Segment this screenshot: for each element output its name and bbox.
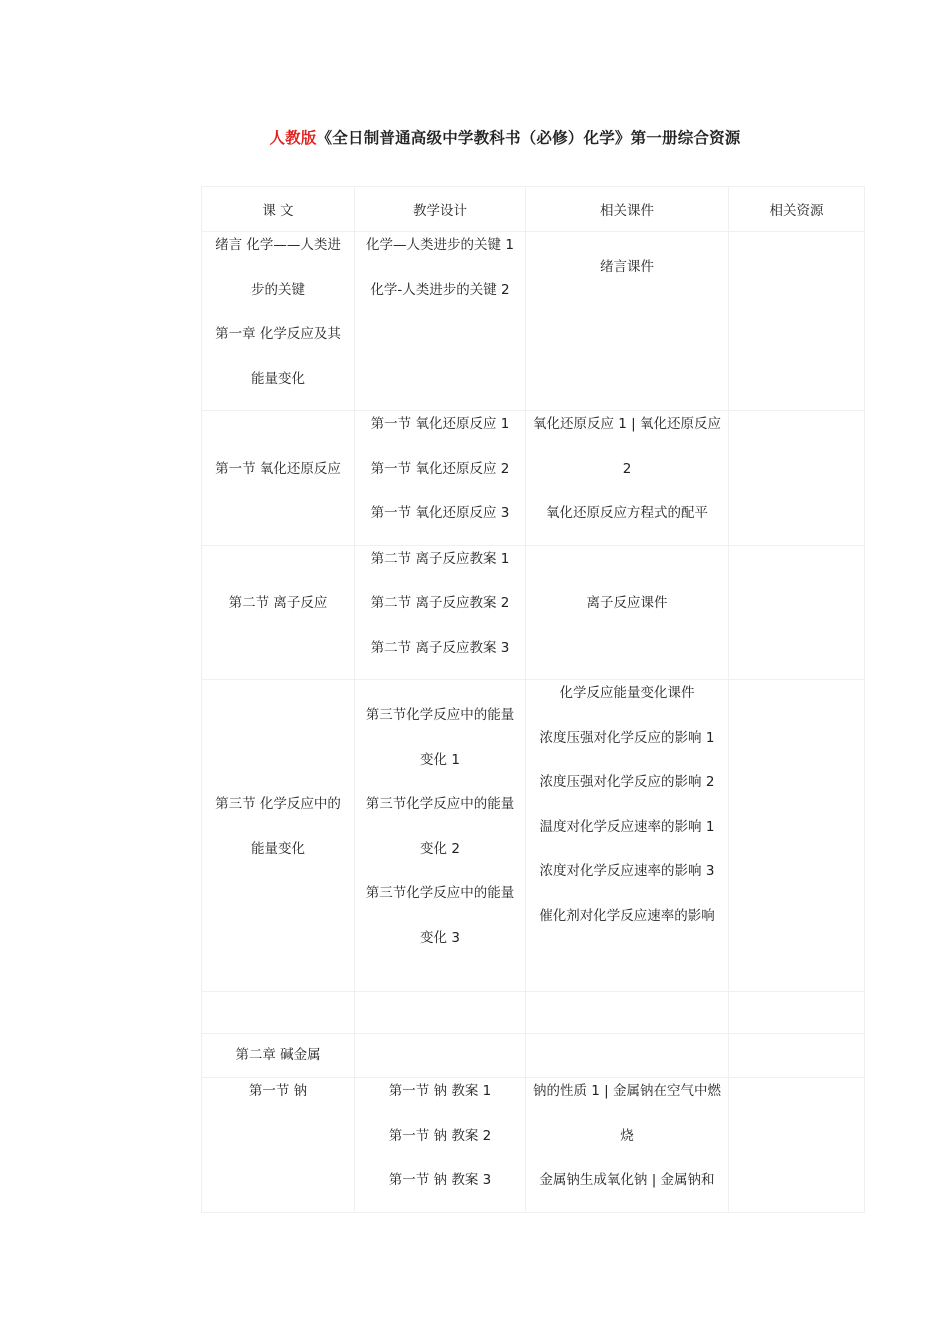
design-link[interactable]: 第二节 离子反应教案 1 [370, 550, 510, 567]
text-line: 第一节 钠 [248, 1083, 308, 1099]
text-line: 步的关键 [251, 281, 305, 298]
table-row [202, 545, 865, 680]
design-link[interactable]: 变化 2 [420, 840, 460, 857]
header-courseware: 相关课件 [526, 187, 729, 232]
design-link[interactable]: 第三节化学反应中的能量 [365, 707, 515, 723]
courseware-link[interactable]: 温度对化学反应速率的影响 1 [539, 818, 715, 835]
resource-cell [729, 232, 865, 411]
design-cell [355, 1034, 526, 1078]
design-cell [355, 545, 526, 680]
table-header-row [202, 187, 865, 232]
courseware-cell [526, 411, 729, 546]
text-cell [202, 232, 355, 411]
table-row [202, 1034, 865, 1078]
design-link[interactable]: 变化 1 [420, 751, 460, 768]
courseware-link[interactable]: 化学反应能量变化课件 [559, 685, 695, 701]
design-link[interactable]: 第一节 氧化还原反应 2 [370, 460, 510, 477]
table-row [202, 1078, 865, 1213]
design-link[interactable]: 第二节 离子反应教案 2 [370, 595, 510, 611]
text-cell [202, 992, 355, 1034]
design-cell [355, 992, 526, 1034]
text-line: 第二节 离子反应 [228, 595, 328, 611]
courseware-link[interactable]: 绪言课件 [600, 259, 654, 275]
courseware-link[interactable]: 2 [622, 460, 632, 477]
table-row [202, 232, 865, 411]
courseware-cell [526, 1034, 729, 1078]
courseware-link[interactable]: 浓度压强对化学反应的影响 1 [539, 729, 715, 746]
text-cell [202, 680, 355, 992]
text-line: 能量变化 [251, 840, 305, 857]
text-line: 第二章 碱金属 [235, 1047, 321, 1063]
resource-cell [729, 411, 865, 546]
courseware-cell [526, 545, 729, 680]
design-cell [355, 232, 526, 411]
courseware-cell [526, 680, 729, 992]
design-link[interactable]: 第一节 钠 教案 2 [388, 1127, 492, 1144]
resource-cell [729, 680, 865, 992]
text-line: 第一节 氧化还原反应 [215, 460, 341, 477]
text-line: 第三节 化学反应中的 [215, 796, 341, 812]
courseware-cell [526, 1078, 729, 1213]
design-link[interactable]: 变化 3 [420, 929, 460, 946]
courseware-link[interactable]: 浓度对化学反应速率的影响 3 [539, 863, 715, 879]
table-row [202, 411, 865, 546]
design-link[interactable]: 化学—人类进步的关键 1 [366, 237, 514, 253]
courseware-link[interactable]: 金属钠生成氧化钠 | 金属钠和 [539, 1172, 715, 1188]
design-cell [355, 411, 526, 546]
text-line: 第一章 化学反应及其 [215, 326, 341, 342]
text-cell [202, 1078, 355, 1213]
resource-table [201, 186, 865, 1213]
design-link[interactable]: 第一节 氧化还原反应 1 [370, 416, 510, 432]
resource-cell [729, 1078, 865, 1213]
courseware-link[interactable]: 氧化还原反应 1 | 氧化还原反应 [532, 416, 721, 432]
courseware-link[interactable]: 氧化还原反应方程式的配平 [546, 505, 708, 521]
resource-cell [729, 1034, 865, 1078]
header-text: 课 文 [202, 187, 355, 232]
text-line: 绪言 化学——人类进 [215, 237, 341, 253]
design-link[interactable]: 第一节 钠 教案 3 [388, 1172, 492, 1188]
resource-cell [729, 992, 865, 1034]
text-cell [202, 411, 355, 546]
courseware-link[interactable]: 催化剂对化学反应速率的影响 [539, 907, 715, 924]
page-title [0, 126, 950, 148]
courseware-link[interactable]: 钠的性质 1 | 金属钠在空气中燃 [532, 1083, 721, 1099]
header-resources: 相关资源 [729, 187, 865, 232]
text-line: 能量变化 [251, 370, 305, 387]
table-row [202, 992, 865, 1034]
table-row [202, 680, 865, 992]
courseware-cell [526, 232, 729, 411]
courseware-link[interactable]: 烧 [620, 1127, 634, 1144]
design-cell [355, 1078, 526, 1213]
courseware-link[interactable]: 浓度压强对化学反应的影响 2 [539, 774, 715, 790]
design-cell [355, 680, 526, 992]
text-cell [202, 545, 355, 680]
design-link[interactable]: 第一节 钠 教案 1 [388, 1083, 492, 1099]
design-link[interactable]: 第三节化学反应中的能量 [365, 885, 515, 901]
design-link[interactable]: 第三节化学反应中的能量 [365, 796, 515, 812]
title-publisher: 人教版 [269, 129, 317, 147]
courseware-link[interactable]: 离子反应课件 [586, 595, 668, 611]
courseware-cell [526, 992, 729, 1034]
header-design: 教学设计 [355, 187, 526, 232]
design-link[interactable]: 第一节 氧化还原反应 3 [370, 505, 510, 521]
design-link[interactable]: 第二节 离子反应教案 3 [370, 639, 510, 656]
resource-cell [729, 545, 865, 680]
text-cell [202, 1034, 355, 1078]
design-link[interactable]: 化学-人类进步的关键 2 [370, 281, 510, 298]
title-book: 《全日制普通高级中学教科书（必修）化学》第一册综合资源 [316, 129, 741, 147]
